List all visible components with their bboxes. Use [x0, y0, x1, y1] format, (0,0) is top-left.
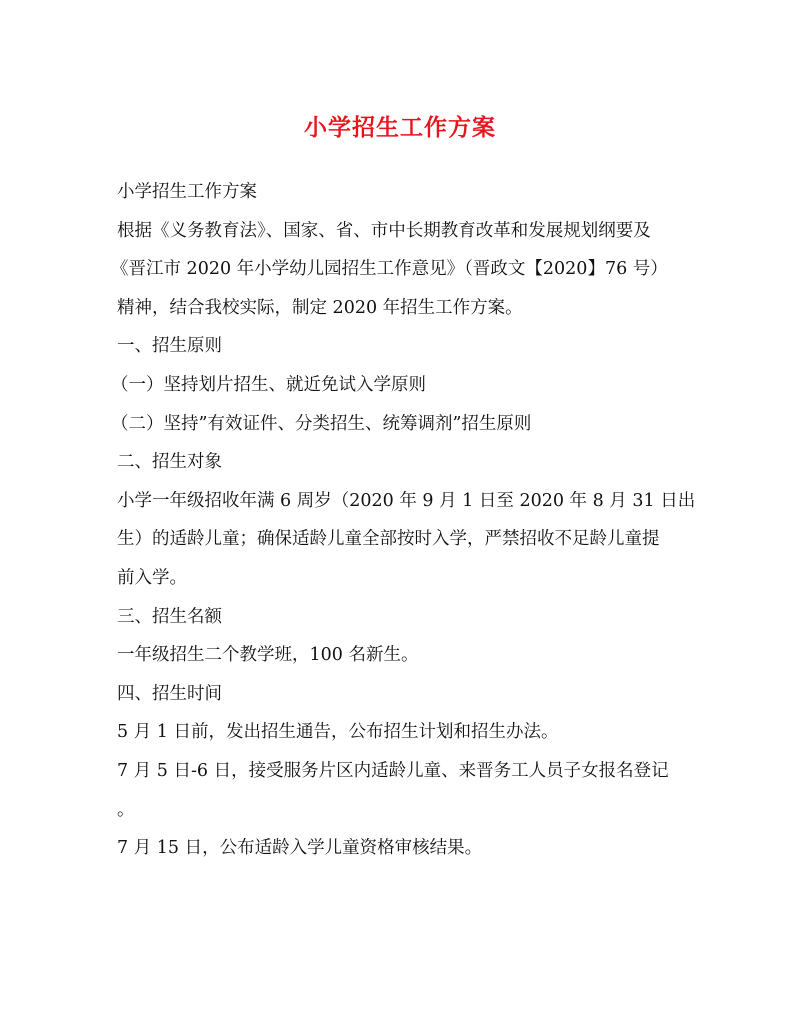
- section-heading-schedule: 四、招生时间: [117, 683, 222, 704]
- schedule-item-3: 7 月 15 日，公布适龄入学儿童资格审核结果。: [117, 838, 483, 859]
- document-body: [111, 173, 696, 868]
- body-line-basis-2: 《晋江市 2020 年小学幼儿园招生工作意见》（晋政文【2020】76 号）: [111, 259, 668, 280]
- principle-item-1: （一）坚持划片招生、就近免试入学原则: [111, 374, 426, 395]
- body-line-targets-3: 前入学。: [117, 567, 187, 588]
- body-line-targets-1: 小学一年级招收年满 6 周岁（2020 年 9 月 1 日至 2020 年 8 月 31 日出: [117, 490, 696, 511]
- body-line-targets-2: 生）的适龄儿童；确保适龄儿童全部按时入学，严禁招收不足龄儿童提: [117, 529, 660, 550]
- schedule-item-2-continued: 。: [117, 799, 135, 820]
- body-line-subtitle: 小学招生工作方案: [117, 182, 257, 202]
- section-heading-principles: 一、招生原则: [117, 336, 222, 357]
- section-heading-quota: 三、招生名额: [117, 606, 222, 627]
- principle-item-2: （二）坚持”有效证件、分类招生、统筹调剂”招生原则: [111, 413, 532, 434]
- document-title: 小学招生工作方案: [304, 114, 496, 141]
- body-line-basis-1: 根据《义务教育法》、国家、省、市中长期教育改革和发展规划纲要及: [117, 220, 651, 241]
- body-line-basis-3: 精神，结合我校实际，制定 2020 年招生工作方案。: [117, 297, 523, 318]
- schedule-item-1: 5 月 1 日前，发出招生通告，公布招生计划和招生办法。: [117, 722, 559, 743]
- body-line-quota: 一年级招生二个教学班，100 名新生。: [117, 645, 419, 666]
- section-heading-targets: 二、招生对象: [117, 452, 222, 473]
- schedule-item-2: 7 月 5 日-6 日，接受服务片区内适龄儿童、来晋务工人员子女报名登记: [117, 760, 669, 781]
